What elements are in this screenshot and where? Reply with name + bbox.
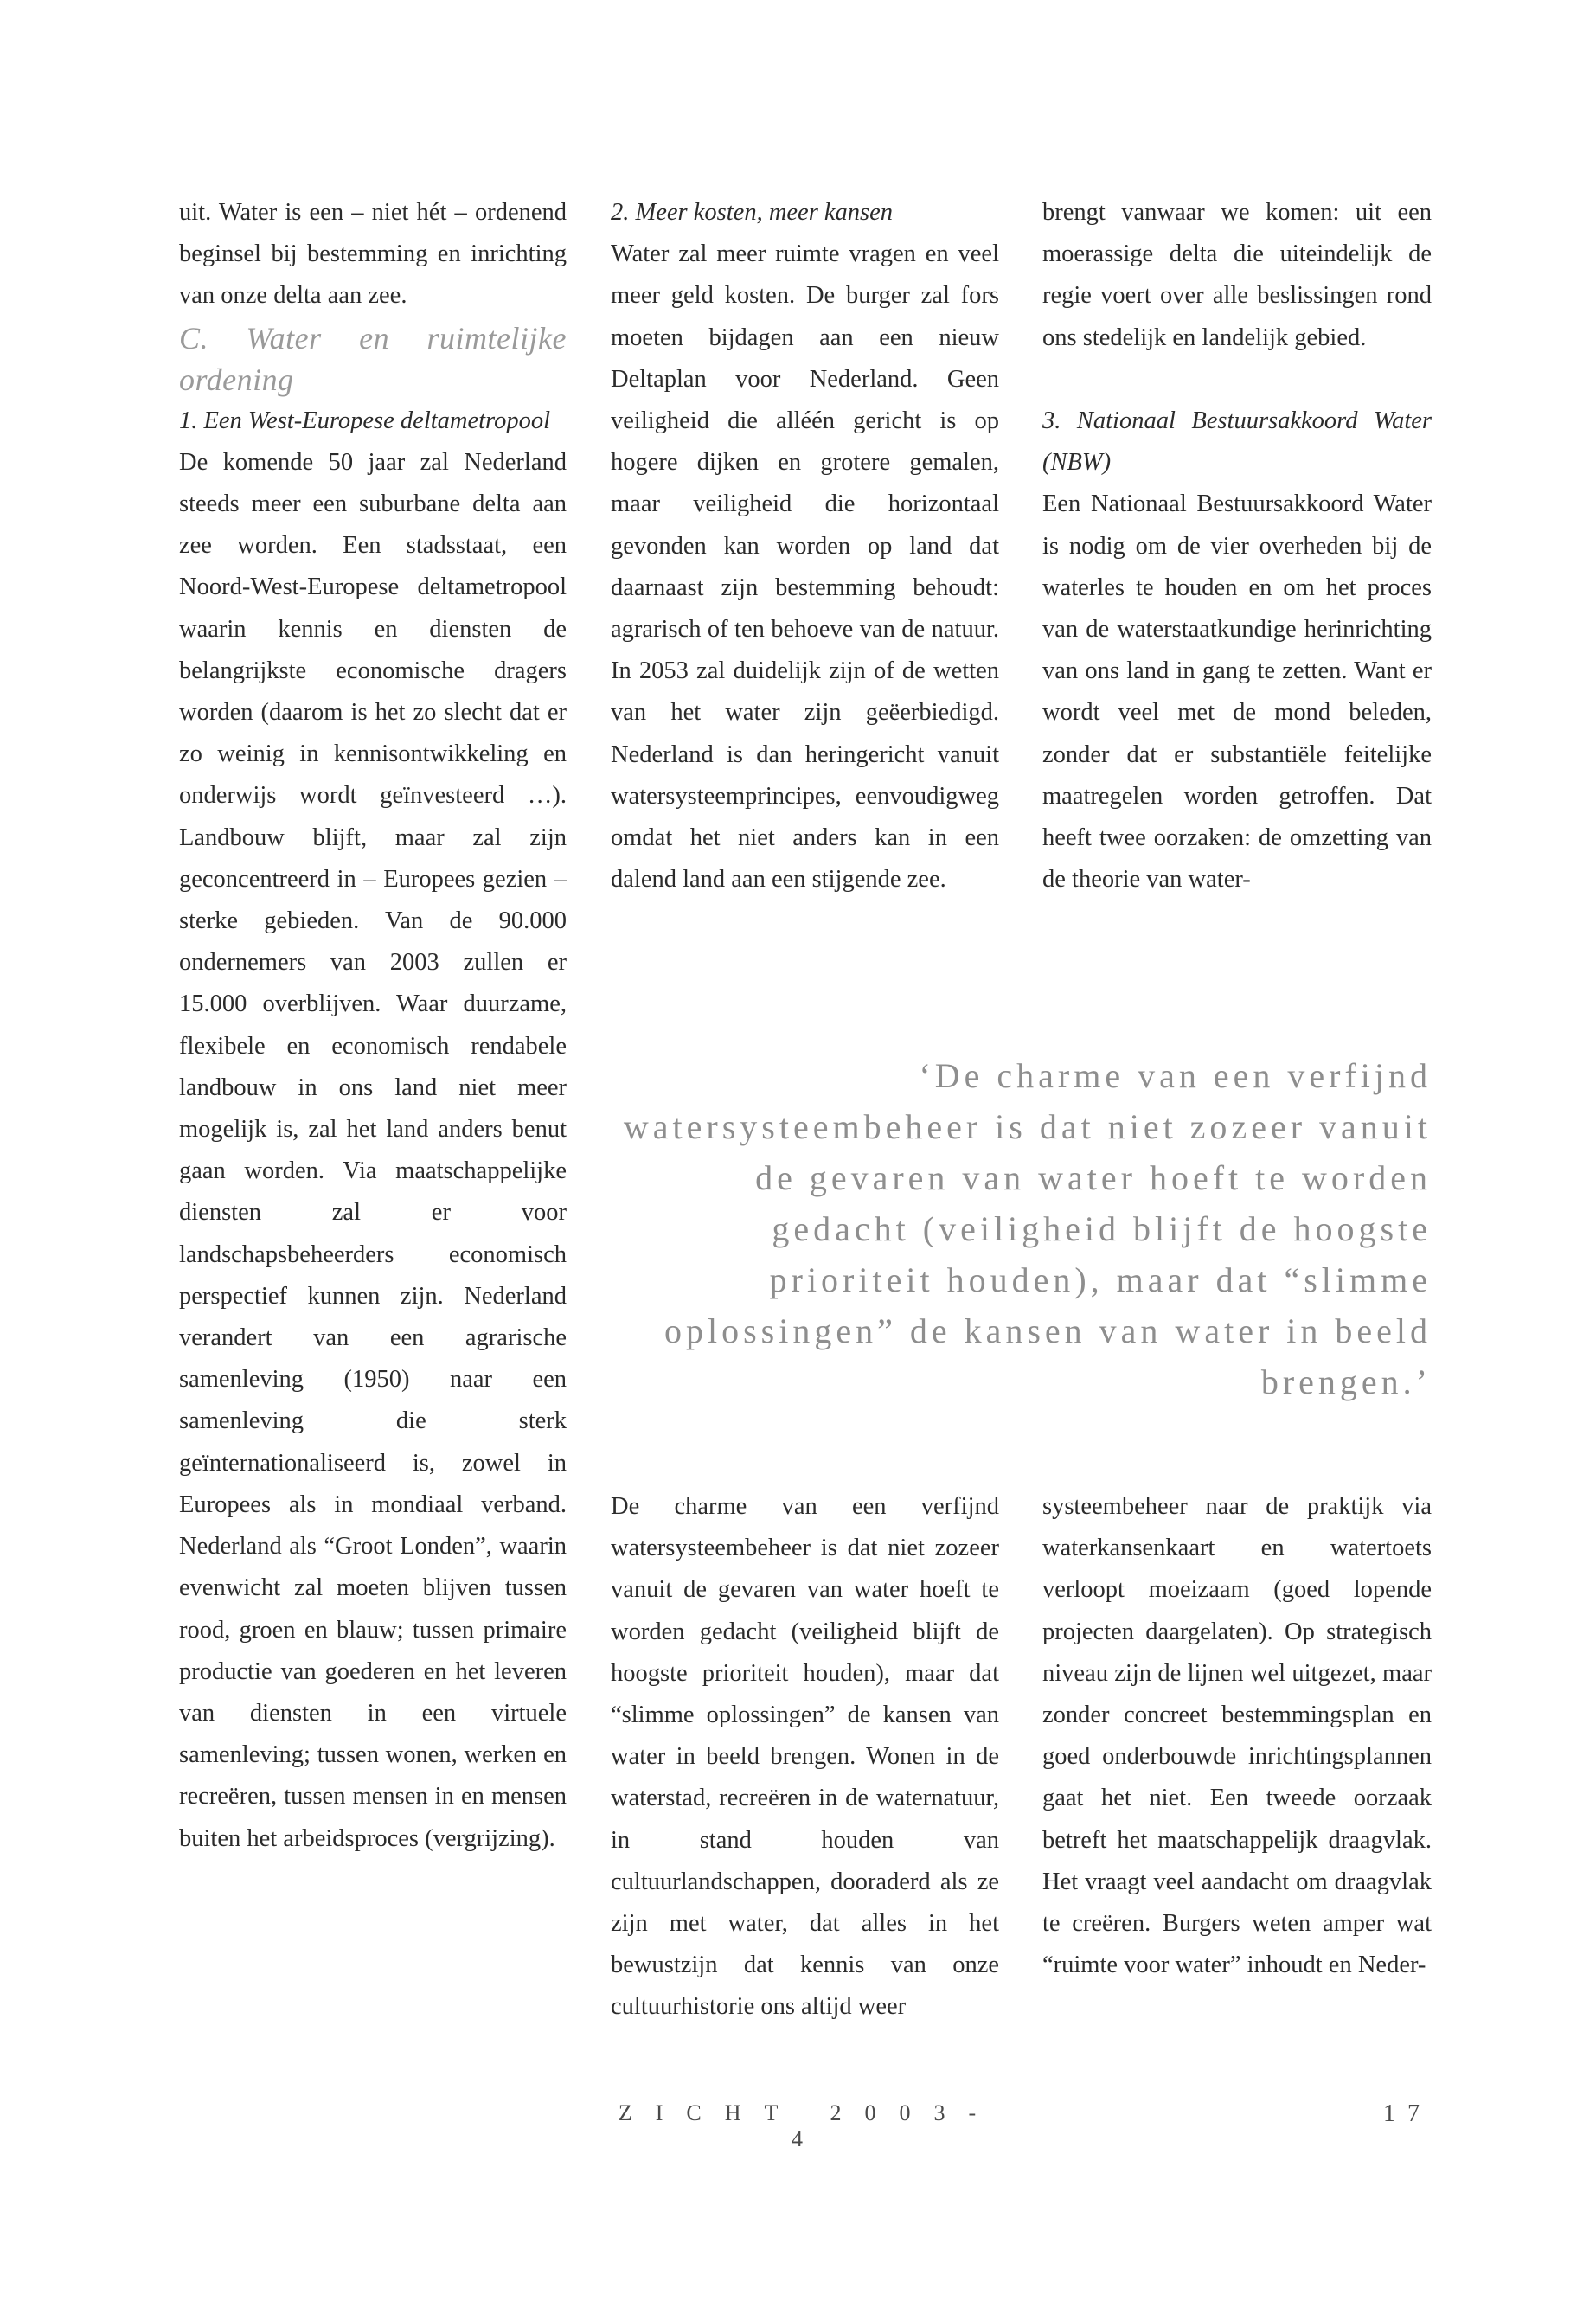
col3-bottom-body: systeembeheer naar de praktijk via waterkansenkaart en watertoets verloopt moeizaam (goed lopende projecten daargelaten). Op strategisch niveau zijn de lijnen wel uitgezet, maar zonder concreet bestemmingsplan en goed onderbouwde inrichtingsplannen gaat het niet. Een tweede oorzaak betreft het maatschappelijk draagvlak. Het vraagt veel aandacht om draagvlak te creëren. Burgers weten amper wat “ruimte voor water” inhoudt en Neder- [1042,1493,1432,1979]
journal-name: ZICHT [618,2100,801,2125]
column-3-top [1042,192,1432,901]
subheading-1: 1. Een West-Europese deltametropool [179,407,551,434]
column-2-top [611,192,999,901]
section-heading: C. Water en ruimtelijke ordening [179,320,567,397]
page-number: 17 [1383,2100,1432,2127]
subheading-2: 2. Meer kosten, meer kansen [611,199,894,226]
footer-journal [606,2100,1012,2152]
col3-intro: brengt vanwaar we komen: uit een moerassige delta die uiteindelijk de regie voert over alle beslissingen rond ons stedelijk en landelijk gebied. [1042,199,1432,351]
col2-bottom-body: De charme van een verfijnd watersysteembeheer is dat niet zozeer vanuit de gevaren van water hoeft te worden gedacht (veiligheid blijft de hoogste prioriteit houden), maar dat “slimme oplossingen” de kansen van water in beeld brengen. Wonen in de waterstad, recreëren in de waternatuur, in stand houden van cultuurlandschappen, dooraderd als ze zijn met water, dat alles in het bewustzijn dat kennis van onze cultuurhistorie ons altijd weer [611,1493,999,2021]
col2-top-body: Water zal meer ruimte vragen en veel meer geld kosten. De burger zal fors moeten bijdagen aan een nieuw Deltaplan voor Nederland. Geen veiligheid die alléén gericht is op hogere dijken en grotere gemalen, maar veiligheid die horizontaal gevonden kan worden op land dat daarnaast zijn bestemming behoudt: agrarisch of ten behoeve van de natuur. In 2053 zal duidelijk zijn of de wetten van het water zijn geëerbiedigd. Nederland is dan heringericht vanuit watersysteemprincipes, eenvoudigweg omdat het niet anders kan in een dalend land aan een stijgende zee. [611,240,999,894]
subheading-3: 3. Nationaal Bestuursakkoord Water (NBW) [1042,407,1432,477]
column-1 [179,192,567,1860]
journal-issue: 2003-4 [792,2100,1000,2151]
column-3-bottom [1042,1486,1432,1986]
pull-quote: ‘De charme van een verfijnd watersysteembeheer is dat niet zozeer vanuit de gevaren van water hoeft te worden gedacht (veiligheid blijft de hoogste prioriteit houden), maar dat “slimme oplossingen” de kansen van water in beeld brengen.’ [623,1056,1432,1401]
col3-top-body: Een Nationaal Bestuursakkoord Water is nodig om de vier overheden bij de waterles te houden en om het proces van de waterstaatkundige herinrichting van ons land in gang te zetten. Want er wordt veel met de mond beleden, zonder dat er substantiële feitelijke maatregelen worden getroffen. Dat heeft twee oorzaken: de omzetting van de theorie van water- [1042,490,1432,894]
col1-body: De komende 50 jaar zal Nederland steeds meer een suburbane delta aan zee worden. Een stadsstaat, een Noord-West-Europese deltametropool waarin kennis en diensten de belangrijkste economische dragers worden (daarom is het zo slecht dat er zo weinig in kennisontwikkeling en onderwijs wordt geïnvesteerd …). Landbouw blijft, maar zal zijn geconcentreerd in – Europees gezien – sterke gebieden. Van de 90.000 ondernemers van 2003 zullen er 15.000 overblijven. Waar duurzame, flexibele en economisch rendabele landbouw in ons land niet meer mogelijk is, zal het land anders benut gaan worden. Via maatschappelijke diensten zal er voor landschapsbeheerders economisch perspectief kunnen zijn. Nederland verandert van een agrarische samenleving (1950) naar een samenleving die sterk geïnternationaliseerd is, zowel in Europees als in mondiaal verband. Nederland als “Groot Londen”, waarin evenwicht zal moeten blijven tussen rood, groen en blauw; tussen primaire productie van goederen en het leveren van diensten in een virtuele samenleving; tussen wonen, werken en recreëren, tussen mensen in en mensen buiten het arbeidsproces (vergrijzing). [179,448,567,1852]
col1-intro: uit. Water is een – niet hét – ordenend beginsel bij bestemming en inrichting van onze delta aan zee. [179,199,567,310]
column-2-bottom [611,1486,999,2029]
